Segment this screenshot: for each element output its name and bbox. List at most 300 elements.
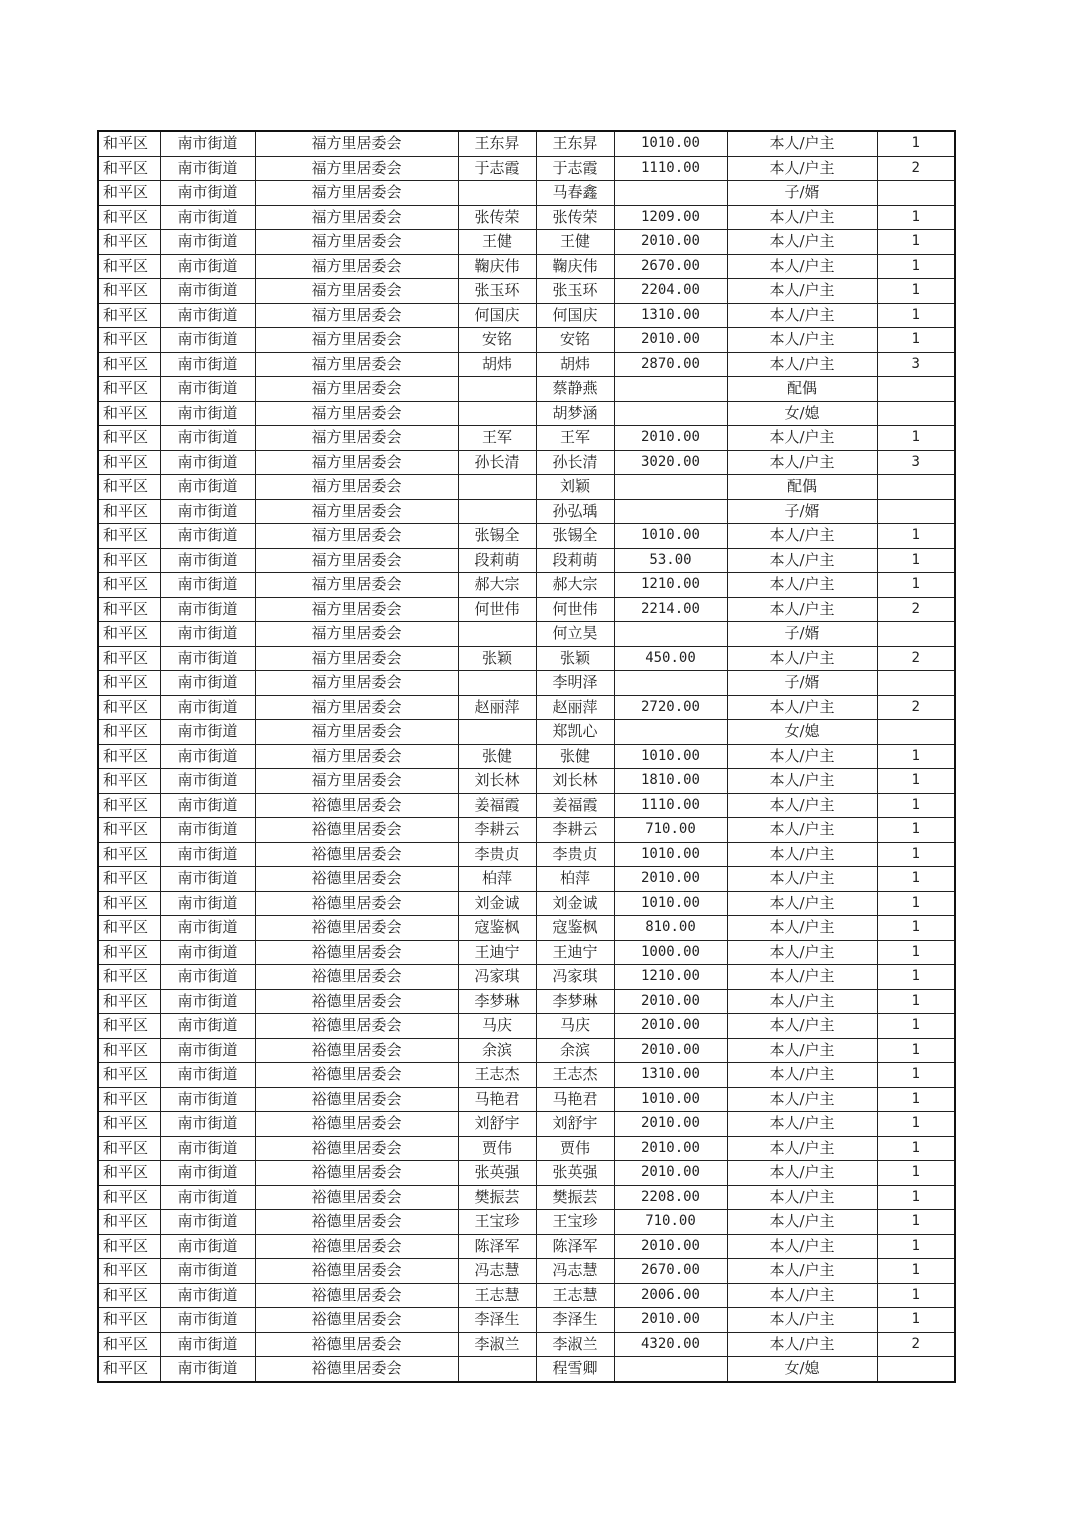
member-name-cell: 张颖 xyxy=(536,646,614,671)
committee-cell: 福方里居委会 xyxy=(255,230,458,255)
member-name-cell: 王健 xyxy=(536,230,614,255)
relation-cell: 本人/户主 xyxy=(727,1112,877,1137)
count-cell: 1 xyxy=(877,744,955,769)
head-name-cell: 陈泽军 xyxy=(458,1234,536,1259)
relation-cell: 本人/户主 xyxy=(727,573,877,598)
district-cell: 和平区 xyxy=(98,646,160,671)
committee-cell: 福方里居委会 xyxy=(255,254,458,279)
amount-cell xyxy=(614,671,727,696)
relation-cell: 子/婿 xyxy=(727,181,877,206)
street-cell: 南市街道 xyxy=(160,769,255,794)
head-name-cell: 樊振芸 xyxy=(458,1185,536,1210)
count-cell xyxy=(877,1357,955,1382)
member-name-cell: 冯志慧 xyxy=(536,1259,614,1284)
member-name-cell: 张英强 xyxy=(536,1161,614,1186)
member-name-cell: 赵丽萍 xyxy=(536,695,614,720)
street-cell: 南市街道 xyxy=(160,131,255,156)
member-name-cell: 郑凯心 xyxy=(536,720,614,745)
committee-cell: 福方里居委会 xyxy=(255,426,458,451)
table-row xyxy=(98,842,955,867)
relation-cell: 本人/户主 xyxy=(727,1210,877,1235)
table-row xyxy=(98,426,955,451)
district-cell: 和平区 xyxy=(98,695,160,720)
head-name-cell: 孙长清 xyxy=(458,450,536,475)
district-cell: 和平区 xyxy=(98,1234,160,1259)
relation-cell: 本人/户主 xyxy=(727,1063,877,1088)
head-name-cell xyxy=(458,1357,536,1382)
member-name-cell: 王东昇 xyxy=(536,131,614,156)
head-name-cell xyxy=(458,671,536,696)
member-name-cell: 张玉环 xyxy=(536,279,614,304)
member-name-cell: 李明泽 xyxy=(536,671,614,696)
table-row xyxy=(98,573,955,598)
count-cell: 1 xyxy=(877,842,955,867)
count-cell: 3 xyxy=(877,450,955,475)
district-cell: 和平区 xyxy=(98,1038,160,1063)
amount-cell: 2670.00 xyxy=(614,1259,727,1284)
district-cell: 和平区 xyxy=(98,377,160,402)
amount-cell: 2010.00 xyxy=(614,1014,727,1039)
member-name-cell: 孙弘瑀 xyxy=(536,499,614,524)
head-name-cell: 李泽生 xyxy=(458,1308,536,1333)
committee-cell: 福方里居委会 xyxy=(255,744,458,769)
count-cell: 1 xyxy=(877,524,955,549)
member-name-cell: 陈泽军 xyxy=(536,1234,614,1259)
table-row xyxy=(98,1210,955,1235)
committee-cell: 裕德里居委会 xyxy=(255,1308,458,1333)
count-cell: 1 xyxy=(877,793,955,818)
street-cell: 南市街道 xyxy=(160,1332,255,1357)
street-cell: 南市街道 xyxy=(160,842,255,867)
amount-cell: 2670.00 xyxy=(614,254,727,279)
district-cell: 和平区 xyxy=(98,891,160,916)
district-cell: 和平区 xyxy=(98,867,160,892)
table-row xyxy=(98,181,955,206)
table-row xyxy=(98,205,955,230)
street-cell: 南市街道 xyxy=(160,965,255,990)
district-cell: 和平区 xyxy=(98,328,160,353)
street-cell: 南市街道 xyxy=(160,1210,255,1235)
district-cell: 和平区 xyxy=(98,1210,160,1235)
street-cell: 南市街道 xyxy=(160,1038,255,1063)
street-cell: 南市街道 xyxy=(160,622,255,647)
count-cell: 1 xyxy=(877,1259,955,1284)
member-name-cell: 王志慧 xyxy=(536,1283,614,1308)
street-cell: 南市街道 xyxy=(160,916,255,941)
relation-cell: 本人/户主 xyxy=(727,818,877,843)
committee-cell: 裕德里居委会 xyxy=(255,1087,458,1112)
table-row xyxy=(98,646,955,671)
count-cell: 1 xyxy=(877,131,955,156)
head-name-cell: 鞠庆伟 xyxy=(458,254,536,279)
table-row xyxy=(98,499,955,524)
committee-cell: 福方里居委会 xyxy=(255,205,458,230)
committee-cell: 裕德里居委会 xyxy=(255,1234,458,1259)
relation-cell: 女/媳 xyxy=(727,1357,877,1382)
relation-cell: 子/婿 xyxy=(727,671,877,696)
district-cell: 和平区 xyxy=(98,1185,160,1210)
member-name-cell: 郝大宗 xyxy=(536,573,614,598)
street-cell: 南市街道 xyxy=(160,426,255,451)
relation-cell: 本人/户主 xyxy=(727,426,877,451)
committee-cell: 裕德里居委会 xyxy=(255,1136,458,1161)
head-name-cell xyxy=(458,499,536,524)
committee-cell: 福方里居委会 xyxy=(255,156,458,181)
committee-cell: 裕德里居委会 xyxy=(255,1161,458,1186)
member-name-cell: 刘长林 xyxy=(536,769,614,794)
member-name-cell: 李梦琳 xyxy=(536,989,614,1014)
table-row xyxy=(98,1185,955,1210)
relation-cell: 本人/户主 xyxy=(727,744,877,769)
head-name-cell xyxy=(458,622,536,647)
count-cell: 1 xyxy=(877,205,955,230)
committee-cell: 裕德里居委会 xyxy=(255,1014,458,1039)
count-cell: 1 xyxy=(877,303,955,328)
count-cell: 2 xyxy=(877,597,955,622)
head-name-cell: 刘金诚 xyxy=(458,891,536,916)
district-cell: 和平区 xyxy=(98,573,160,598)
committee-cell: 裕德里居委会 xyxy=(255,1038,458,1063)
district-cell: 和平区 xyxy=(98,1063,160,1088)
table-row xyxy=(98,597,955,622)
member-name-cell: 姜福霞 xyxy=(536,793,614,818)
member-name-cell: 孙长清 xyxy=(536,450,614,475)
relation-cell: 本人/户主 xyxy=(727,279,877,304)
count-cell: 1 xyxy=(877,1161,955,1186)
member-name-cell: 李淑兰 xyxy=(536,1332,614,1357)
head-name-cell: 安铭 xyxy=(458,328,536,353)
district-cell: 和平区 xyxy=(98,524,160,549)
count-cell xyxy=(877,622,955,647)
relation-cell: 本人/户主 xyxy=(727,695,877,720)
amount-cell: 2204.00 xyxy=(614,279,727,304)
member-name-cell: 王宝珍 xyxy=(536,1210,614,1235)
district-cell: 和平区 xyxy=(98,131,160,156)
head-name-cell: 冯志慧 xyxy=(458,1259,536,1284)
count-cell xyxy=(877,499,955,524)
committee-cell: 福方里居委会 xyxy=(255,573,458,598)
street-cell: 南市街道 xyxy=(160,818,255,843)
amount-cell: 2010.00 xyxy=(614,426,727,451)
amount-cell: 1000.00 xyxy=(614,940,727,965)
member-name-cell: 于志霞 xyxy=(536,156,614,181)
committee-cell: 裕德里居委会 xyxy=(255,842,458,867)
head-name-cell xyxy=(458,401,536,426)
head-name-cell: 张传荣 xyxy=(458,205,536,230)
member-name-cell: 余滨 xyxy=(536,1038,614,1063)
head-name-cell: 李耕云 xyxy=(458,818,536,843)
amount-cell: 2006.00 xyxy=(614,1283,727,1308)
table-row xyxy=(98,1014,955,1039)
district-cell: 和平区 xyxy=(98,181,160,206)
street-cell: 南市街道 xyxy=(160,1161,255,1186)
amount-cell: 1010.00 xyxy=(614,891,727,916)
committee-cell: 福方里居委会 xyxy=(255,475,458,500)
count-cell: 1 xyxy=(877,1283,955,1308)
committee-cell: 福方里居委会 xyxy=(255,181,458,206)
committee-cell: 裕德里居委会 xyxy=(255,916,458,941)
table-row xyxy=(98,695,955,720)
head-name-cell: 李贵贞 xyxy=(458,842,536,867)
relation-cell: 本人/户主 xyxy=(727,891,877,916)
member-name-cell: 段莉萌 xyxy=(536,548,614,573)
amount-cell: 2214.00 xyxy=(614,597,727,622)
amount-cell: 1209.00 xyxy=(614,205,727,230)
street-cell: 南市街道 xyxy=(160,597,255,622)
table-row xyxy=(98,524,955,549)
street-cell: 南市街道 xyxy=(160,401,255,426)
head-name-cell xyxy=(458,377,536,402)
head-name-cell xyxy=(458,475,536,500)
count-cell: 1 xyxy=(877,818,955,843)
head-name-cell: 何世伟 xyxy=(458,597,536,622)
district-cell: 和平区 xyxy=(98,597,160,622)
amount-cell: 2870.00 xyxy=(614,352,727,377)
table-row xyxy=(98,891,955,916)
table-row xyxy=(98,1283,955,1308)
head-name-cell xyxy=(458,181,536,206)
head-name-cell: 赵丽萍 xyxy=(458,695,536,720)
street-cell: 南市街道 xyxy=(160,450,255,475)
count-cell xyxy=(877,377,955,402)
member-name-cell: 柏萍 xyxy=(536,867,614,892)
table-body xyxy=(98,131,955,1382)
table-row xyxy=(98,328,955,353)
relation-cell: 本人/户主 xyxy=(727,646,877,671)
table-row xyxy=(98,769,955,794)
table-row xyxy=(98,303,955,328)
relation-cell: 女/媳 xyxy=(727,401,877,426)
table-row xyxy=(98,793,955,818)
member-name-cell: 鞠庆伟 xyxy=(536,254,614,279)
table-row xyxy=(98,744,955,769)
head-name-cell: 李淑兰 xyxy=(458,1332,536,1357)
amount-cell xyxy=(614,1357,727,1382)
committee-cell: 裕德里居委会 xyxy=(255,1259,458,1284)
table-row xyxy=(98,916,955,941)
head-name-cell: 刘舒宇 xyxy=(458,1112,536,1137)
table-row xyxy=(98,818,955,843)
count-cell: 1 xyxy=(877,328,955,353)
count-cell: 1 xyxy=(877,867,955,892)
member-name-cell: 张锡全 xyxy=(536,524,614,549)
table-row xyxy=(98,622,955,647)
amount-cell: 1310.00 xyxy=(614,1063,727,1088)
relation-cell: 本人/户主 xyxy=(727,1038,877,1063)
relation-cell: 本人/户主 xyxy=(727,1161,877,1186)
count-cell xyxy=(877,475,955,500)
district-cell: 和平区 xyxy=(98,426,160,451)
district-cell: 和平区 xyxy=(98,1308,160,1333)
member-name-cell: 马艳君 xyxy=(536,1087,614,1112)
committee-cell: 福方里居委会 xyxy=(255,279,458,304)
relation-cell: 本人/户主 xyxy=(727,940,877,965)
amount-cell: 1810.00 xyxy=(614,769,727,794)
street-cell: 南市街道 xyxy=(160,205,255,230)
table-row xyxy=(98,720,955,745)
member-name-cell: 马庆 xyxy=(536,1014,614,1039)
count-cell xyxy=(877,401,955,426)
district-cell: 和平区 xyxy=(98,1136,160,1161)
street-cell: 南市街道 xyxy=(160,744,255,769)
district-cell: 和平区 xyxy=(98,1357,160,1382)
committee-cell: 福方里居委会 xyxy=(255,499,458,524)
count-cell: 1 xyxy=(877,1210,955,1235)
table-row xyxy=(98,1136,955,1161)
table-row xyxy=(98,671,955,696)
amount-cell xyxy=(614,622,727,647)
table-row xyxy=(98,1087,955,1112)
head-name-cell: 张健 xyxy=(458,744,536,769)
street-cell: 南市街道 xyxy=(160,1063,255,1088)
table-row xyxy=(98,352,955,377)
amount-cell: 2010.00 xyxy=(614,1038,727,1063)
head-name-cell: 柏萍 xyxy=(458,867,536,892)
committee-cell: 裕德里居委会 xyxy=(255,965,458,990)
amount-cell: 1210.00 xyxy=(614,965,727,990)
district-cell: 和平区 xyxy=(98,622,160,647)
amount-cell: 1210.00 xyxy=(614,573,727,598)
street-cell: 南市街道 xyxy=(160,1112,255,1137)
relation-cell: 本人/户主 xyxy=(727,793,877,818)
member-name-cell: 王军 xyxy=(536,426,614,451)
member-name-cell: 安铭 xyxy=(536,328,614,353)
street-cell: 南市街道 xyxy=(160,1283,255,1308)
district-cell: 和平区 xyxy=(98,156,160,181)
count-cell: 1 xyxy=(877,940,955,965)
count-cell: 1 xyxy=(877,1136,955,1161)
street-cell: 南市街道 xyxy=(160,181,255,206)
amount-cell: 450.00 xyxy=(614,646,727,671)
relation-cell: 本人/户主 xyxy=(727,156,877,181)
street-cell: 南市街道 xyxy=(160,867,255,892)
district-cell: 和平区 xyxy=(98,1283,160,1308)
committee-cell: 裕德里居委会 xyxy=(255,1112,458,1137)
committee-cell: 福方里居委会 xyxy=(255,548,458,573)
street-cell: 南市街道 xyxy=(160,1185,255,1210)
relation-cell: 本人/户主 xyxy=(727,1234,877,1259)
count-cell xyxy=(877,720,955,745)
street-cell: 南市街道 xyxy=(160,352,255,377)
table-row xyxy=(98,1234,955,1259)
relation-cell: 本人/户主 xyxy=(727,131,877,156)
table-row xyxy=(98,989,955,1014)
count-cell: 1 xyxy=(877,1185,955,1210)
amount-cell: 710.00 xyxy=(614,1210,727,1235)
table-row xyxy=(98,254,955,279)
table-row xyxy=(98,1259,955,1284)
amount-cell: 1110.00 xyxy=(614,793,727,818)
street-cell: 南市街道 xyxy=(160,230,255,255)
head-name-cell: 张玉环 xyxy=(458,279,536,304)
amount-cell: 2010.00 xyxy=(614,230,727,255)
head-name-cell: 张颖 xyxy=(458,646,536,671)
amount-cell: 3020.00 xyxy=(614,450,727,475)
amount-cell: 2010.00 xyxy=(614,989,727,1014)
relation-cell: 子/婿 xyxy=(727,622,877,647)
head-name-cell: 余滨 xyxy=(458,1038,536,1063)
relation-cell: 本人/户主 xyxy=(727,205,877,230)
relation-cell: 本人/户主 xyxy=(727,303,877,328)
street-cell: 南市街道 xyxy=(160,695,255,720)
count-cell: 1 xyxy=(877,573,955,598)
street-cell: 南市街道 xyxy=(160,989,255,1014)
head-name-cell: 刘长林 xyxy=(458,769,536,794)
district-cell: 和平区 xyxy=(98,769,160,794)
count-cell: 1 xyxy=(877,548,955,573)
count-cell: 1 xyxy=(877,1308,955,1333)
amount-cell: 2010.00 xyxy=(614,867,727,892)
district-cell: 和平区 xyxy=(98,671,160,696)
member-name-cell: 冯家琪 xyxy=(536,965,614,990)
member-name-cell: 何国庆 xyxy=(536,303,614,328)
relation-cell: 本人/户主 xyxy=(727,548,877,573)
member-name-cell: 李泽生 xyxy=(536,1308,614,1333)
count-cell: 2 xyxy=(877,646,955,671)
relation-cell: 本人/户主 xyxy=(727,524,877,549)
street-cell: 南市街道 xyxy=(160,793,255,818)
street-cell: 南市街道 xyxy=(160,475,255,500)
street-cell: 南市街道 xyxy=(160,1234,255,1259)
count-cell: 2 xyxy=(877,695,955,720)
relation-cell: 本人/户主 xyxy=(727,1136,877,1161)
amount-cell: 2010.00 xyxy=(614,1234,727,1259)
member-name-cell: 李贵贞 xyxy=(536,842,614,867)
relation-cell: 本人/户主 xyxy=(727,867,877,892)
member-name-cell: 胡炜 xyxy=(536,352,614,377)
amount-cell: 2010.00 xyxy=(614,328,727,353)
street-cell: 南市街道 xyxy=(160,573,255,598)
count-cell: 1 xyxy=(877,916,955,941)
relation-cell: 本人/户主 xyxy=(727,965,877,990)
count-cell: 1 xyxy=(877,891,955,916)
count-cell: 1 xyxy=(877,1112,955,1137)
committee-cell: 裕德里居委会 xyxy=(255,1063,458,1088)
table-row xyxy=(98,156,955,181)
count-cell: 1 xyxy=(877,426,955,451)
member-name-cell: 程雪卿 xyxy=(536,1357,614,1382)
head-name-cell: 何国庆 xyxy=(458,303,536,328)
member-name-cell: 李耕云 xyxy=(536,818,614,843)
committee-cell: 裕德里居委会 xyxy=(255,867,458,892)
street-cell: 南市街道 xyxy=(160,254,255,279)
table-row xyxy=(98,1112,955,1137)
street-cell: 南市街道 xyxy=(160,499,255,524)
amount-cell: 1010.00 xyxy=(614,744,727,769)
relation-cell: 女/媳 xyxy=(727,720,877,745)
relation-cell: 本人/户主 xyxy=(727,769,877,794)
district-cell: 和平区 xyxy=(98,744,160,769)
district-cell: 和平区 xyxy=(98,450,160,475)
head-name-cell: 段莉萌 xyxy=(458,548,536,573)
member-name-cell: 马春鑫 xyxy=(536,181,614,206)
district-cell: 和平区 xyxy=(98,1161,160,1186)
street-cell: 南市街道 xyxy=(160,524,255,549)
committee-cell: 福方里居委会 xyxy=(255,769,458,794)
committee-cell: 福方里居委会 xyxy=(255,352,458,377)
table-row xyxy=(98,548,955,573)
district-cell: 和平区 xyxy=(98,303,160,328)
member-name-cell: 寇鉴枫 xyxy=(536,916,614,941)
count-cell: 2 xyxy=(877,1332,955,1357)
table-row xyxy=(98,965,955,990)
relation-cell: 本人/户主 xyxy=(727,1332,877,1357)
table-row xyxy=(98,1357,955,1382)
amount-cell xyxy=(614,499,727,524)
district-cell: 和平区 xyxy=(98,720,160,745)
committee-cell: 福方里居委会 xyxy=(255,401,458,426)
head-name-cell: 姜福霞 xyxy=(458,793,536,818)
